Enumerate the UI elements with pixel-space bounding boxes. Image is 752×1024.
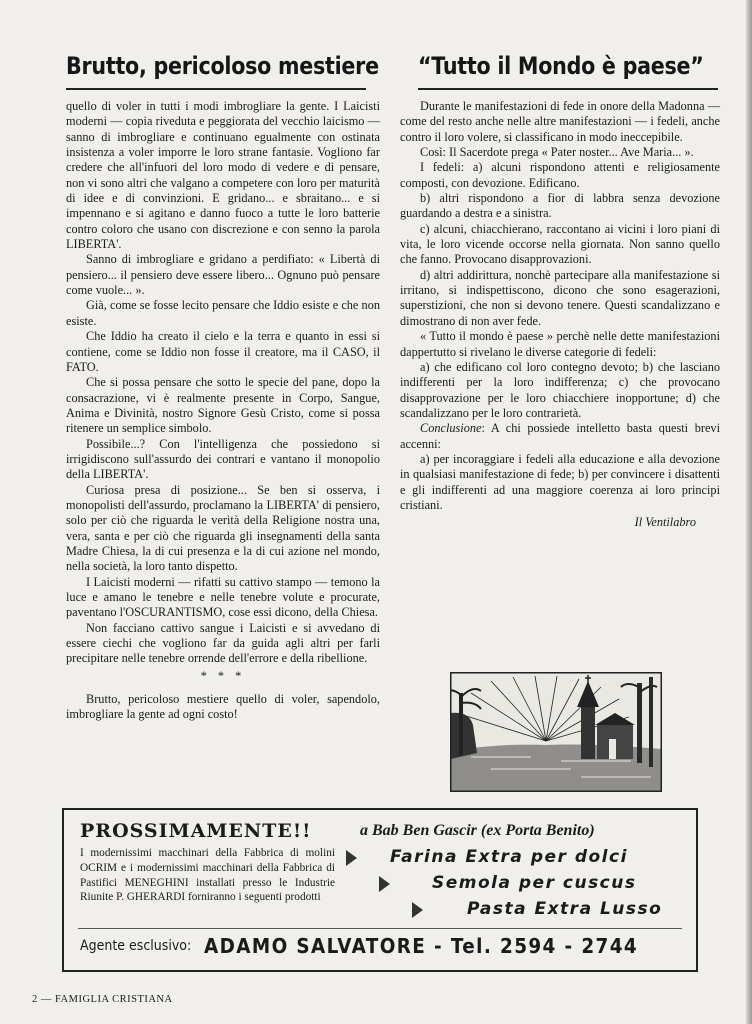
article-left-column <box>66 99 380 723</box>
conclusion-label: Conclusione <box>420 421 482 436</box>
arrow-right-icon <box>346 850 357 866</box>
page-edge <box>746 0 752 1024</box>
arrow-right-icon <box>379 876 390 892</box>
article-right-paragraph: I fedeli: a) alcuni rispondono attenti e religiosamente composti, con devozione. Edificano. <box>400 160 720 190</box>
article-left-closing: Brutto, pericoloso mestiere quello di voler, sapendolo, imbrogliare la gente ad ogni costo! <box>66 692 380 722</box>
article-right-final-paragraph: a) per incoraggiare i fedeli alla educazione e alla devozione in qualsiasi manifestazione di fede; b) per convincere i disattenti e gli indifferenti ad una maggiore coerenza ai loro principi cristiani. <box>400 451 720 512</box>
article-left-paragraph: quello di voler in tutti i modi imbrogliare la gente. I Laicisti moderni — copia riveduta e peggiorata del vecchio laicismo — sanno di imbrogliare e continuano egualmente con ostinata insistenza a voler imporre le loro strane fantasie. Vogliono far credere che all'infuori del loro modo di vedere e di pensare, non vi sono altri che valgano a competere con loro per maturità di idee e di convinzioni. E gridano... e sbraitano... e si impennano e si agitano e danno fuoco a tutte le loro batterie contro coloro che usano con discrezione e con senno la parola LIBERTA'. <box>66 99 380 252</box>
ad-title: PROSSIMAMENTE!! <box>80 820 312 842</box>
article-right-paragraph: Durante le manifestazioni di fede in onore della Madonna — come del resto anche nelle altre manifestazioni — i fedeli, anche contro il loro volere, si classificano in modo ineccepibile. <box>400 99 720 144</box>
church-sunset-woodcut-icon <box>450 672 662 792</box>
article-left-paragraph: Che Iddio ha creato il cielo e la terra e quanto in essi si contiene, come se Iddio non fosse il creatore, ma il CASO, il FATO. <box>66 329 380 374</box>
article-left-paragraph: Che si possa pensare che sotto le specie del pane, dopo la consacrazione, vi è realmente presente in Corpo, Sangue, Anima e Divinità, nostro Signore Gesù Cristo, come si possa ritenere un semplice simbolo. <box>66 375 380 436</box>
headline-left: Brutto, pericoloso mestiere <box>66 52 379 80</box>
ad-location: a Bab Ben Gascir (ex Porta Benito) <box>360 822 595 839</box>
article-right-list: a) che edificano col loro contegno devoto; b) che lasciano indifferenti per la loro indifferenza; c) che provocano disapprovazione per le loro chiacchiere inopportune; d) che scandalizzano per le loro contrarietà. <box>400 359 720 420</box>
article-right-paragraph: Così: Il Sacerdote prega « Pater noster... Ave Maria... ». <box>420 145 694 160</box>
product-item: Pasta Extra Lusso <box>467 899 663 919</box>
page-footer-folio: 2 — FAMIGLIA CRISTIANA <box>32 994 173 1005</box>
headline-right: “Tutto il Mondo è paese” <box>418 52 704 80</box>
product-item: Farina Extra per dolci <box>390 847 628 867</box>
arrow-right-icon <box>412 902 423 918</box>
section-separator: * * * <box>200 668 246 683</box>
ad-description: I modernissimi macchinari della Fabbrica di molini OCRIM e i modernissimi macchinari della Fabbrica di Pastifici MENEGHINI installati presso le Industrie Riunite P. GHERARDI forniranno i seguenti prodotti <box>80 847 335 904</box>
article-left-paragraph: I Laicisti moderni — rifatti su cattivo stampo — temono la luce e amano le tenebre e nelle tenebre volute e procurate, paventano l'OSCURANTISMO, cose essi dicono, della Chiesa. <box>66 574 380 620</box>
headline-rule-right <box>418 88 718 90</box>
headline-rule-left <box>66 88 366 90</box>
article-right-column <box>400 99 720 531</box>
article-left-paragraph: Sanno di imbrogliare e gridano a perdifiato: « Libertà di pensiero... il pensiero deve essere libero... Ognuno può pensare come vuole... ». <box>66 252 380 298</box>
article-left-paragraph: Curiosa presa di posizione... Se ben si osserva, i monopolisti dell'assurdo, proclamano la LIBERTA' di pensiero, solo per ciò che riguarda le verità della Religione nostra una, vera, santa e per ciò che riguarda gli insegnamenti della santa Madre Chiesa, la di cui presenza e la di cui azione nel mondo, nella società, la loro tanto dispetto. <box>66 482 380 574</box>
article-right-paragraph: c) alcuni, chiacchierano, raccontano ai vicini i loro piani di vita, le loro vicende occorse nella giornata. Non sanno quello che fanno. Provocano disapprovazioni. <box>400 221 720 267</box>
article-left-paragraph: Possibile...? Con l'intelligenza che possiedono si irrigidiscono sull'assurdo dei contrari e vantano il monopolio della LIBERTA'. <box>66 436 380 482</box>
advertisement-box <box>62 808 698 972</box>
ad-divider <box>78 928 682 929</box>
product-item: Semola per cuscus <box>432 873 637 893</box>
article-signature: Il Ventilabro <box>634 515 696 530</box>
article-right-paragraph: « Tutto il mondo è paese » perchè nelle dette manifestazioni dappertutto si rivelano le diverse categorie di fedeli: <box>400 329 720 359</box>
article-left-paragraph: Già, come se fosse lecito pensare che Iddio esiste e che non esiste. <box>66 298 380 328</box>
article-right-paragraph: b) altri rispondono a fior di labbra senza devozione guardando a destra e a sinistra. <box>400 191 720 221</box>
article-left-paragraph: Non facciano cattivo sangue i Laicisti e si avvedano di essere ciechi che vogliono far da guida agli altri per farli precipitare nelle tenebre orrende dell'errore e della ribellione. <box>66 620 380 666</box>
article-right-paragraph: d) altri addirittura, nonchè partecipare alla manifestazione si irritano, si indispettiscono, dicono che sono esagerazioni, superstizioni, che non si devono tenere. Questi scandalizzano e dimostrano di non aver fede. <box>400 267 720 328</box>
ad-agent-label: Agente esclusivo: <box>80 938 192 954</box>
article-right-conclusion <box>400 421 720 452</box>
conclusion-text: : A chi possiede intelletto basta questi brevi accenni: <box>400 421 720 451</box>
ad-agent-contact: ADAMO SALVATORE - Tel. 2594 - 2744 <box>204 934 639 958</box>
